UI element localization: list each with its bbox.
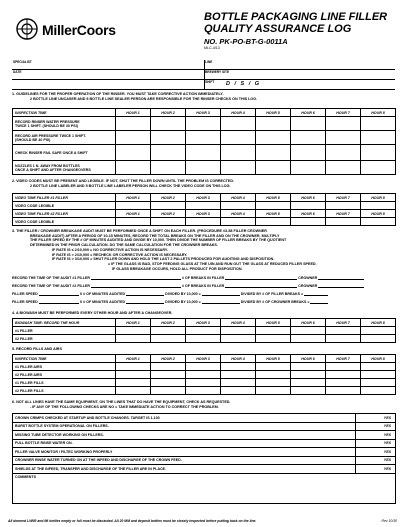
- footer-note: All downed LNNR and Mt bottles empty or full must be discarded. All 20 MM and deposit bottles must be closely inspected before putting back on the line.: [8, 519, 257, 523]
- hour-2-header: HOUR 2: [151, 109, 186, 117]
- filler-breaks-2-field[interactable]: [225, 284, 297, 288]
- filler-breaks-1-field[interactable]: [225, 276, 297, 280]
- yes-checkbox[interactable]: YES: [356, 439, 396, 448]
- specialist-label: SPECIALIST: [13, 60, 32, 64]
- info-row-3: [12, 80, 395, 90]
- filler-speed-2-field[interactable]: [39, 300, 79, 304]
- rinser-row-label: RECORD RINSER WATER PRESSURE TWICE 1 SHIFT. (SHOULD BE 30 PSI): [13, 117, 116, 131]
- yes-checkbox[interactable]: YES: [356, 448, 396, 457]
- crowner-rate-field[interactable]: [310, 300, 328, 304]
- rinser-cell[interactable]: [116, 161, 151, 175]
- date-label: DATE: [13, 70, 22, 74]
- comments-label: COMMENTS: [15, 474, 36, 479]
- logo-mark-icon: [14, 16, 40, 42]
- yes-checkbox[interactable]: YES: [356, 422, 396, 431]
- section5-instructions: 5. RECORD FILLS AND AIRS: [12, 347, 62, 351]
- section2-line-2: 2 BOTTLE LINE LABELER AND 5 BOTTLE LINE LABELER PERSON WILL CHECK THE VIDEO CODE ON THIS LOG.: [30, 183, 231, 188]
- section2-instructions: [12, 179, 395, 189]
- fills-airs-row-label: #2 FILLER AIRS: [13, 371, 116, 379]
- audit-time-2-field[interactable]: [91, 284, 181, 288]
- line-label: LINE: [205, 60, 213, 64]
- crowner-breaks-1-field[interactable]: [318, 276, 364, 280]
- section4-instructions: 4. A BIOWASH MUST BE PERFORMED EVERY OTHER HOUR AND AFTER A CHANGEOVER.: [12, 311, 173, 315]
- biowash-header: BIOWASH TIME: RECORD THE HOUR: [13, 319, 116, 327]
- hour-1-header: HOUR 1: [116, 109, 151, 117]
- hour-8-header: HOUR 8: [361, 109, 396, 117]
- calc-line-2: FILLER SPEED X # OF MINUTES AUDITED DIVIDED BY 10,000 = DIVIDED BY # OF CROWNER BREAKS =: [12, 300, 395, 304]
- minutes-audited-1-field[interactable]: [126, 292, 164, 296]
- shift-options: D / S / G: [226, 81, 261, 87]
- comments-area[interactable]: [13, 473, 396, 503]
- rinser-row-label: NOZZLES 1 N. AWAY FROM BOTTLES ONCE A SHIFT AND AFTER CHANGEOVERS: [13, 161, 116, 175]
- filler-rate-field[interactable]: [304, 292, 328, 296]
- brewery-site-label: BREWERY SITE: [205, 70, 230, 74]
- yes-checkbox[interactable]: YES: [356, 431, 396, 440]
- biowash-table: BIOWASH TIME: RECORD THE HOUR HOUR 1 HOUR 2 HOUR 3 HOUR 4 HOUR 5 HOUR 6 HOUR 7 HOUR 8 #1 FILLER #2 FILLER: [12, 318, 396, 343]
- quotient-1-field[interactable]: [202, 292, 240, 296]
- revision-label: Rev 10/30: [381, 519, 397, 523]
- biowash-row-label: #2 FILLER: [13, 335, 116, 343]
- equipment-check-table: [12, 413, 396, 504]
- rinser-row-label: RECORD AIR PRESSURE TWICE 1 SHIFT. (SHOULD BE 40 PSI): [13, 131, 116, 145]
- title-line-1: BOTTLE PACKAGING LINE FILLER: [204, 11, 388, 23]
- check-row-label: MISSING TUBE DETECTOR WORKING ON FILLERS.: [13, 431, 356, 440]
- rinser-cell[interactable]: [116, 145, 151, 161]
- section6-instructions: 6. NOT ALL LINES HAVE THE SAME EQUIPMENT, ON THE LINES THAT DO HAVE THE EQUIPMENT, CHECK AS REQUESTED. - IF ANY OF THE FOLLOWING CHECKS ARE NO = TAKE IMMEDIATE ACTION TO CORRECT THE PROBLEM.: [12, 400, 231, 409]
- crowner-breaks-2-field[interactable]: [318, 284, 364, 288]
- fills-airs-header: INSPECTION TIME: [13, 355, 116, 363]
- rinser-row-label: CHECK RINSER FAIL SAFE ONCE A SHIFT: [13, 145, 116, 161]
- video-row-label: VIDEO TIME FILLER #1 FILLER: [13, 194, 116, 202]
- yes-checkbox[interactable]: YES: [356, 414, 396, 423]
- section1-instructions: [12, 92, 395, 102]
- yes-checkbox[interactable]: YES: [356, 456, 396, 465]
- quotient-2-field[interactable]: [202, 300, 240, 304]
- hour-5-header: HOUR 5: [256, 109, 291, 117]
- rinser-table: [12, 108, 396, 175]
- audit-line-1: RECORD THE TIME OF THE AUDIT #1 FILLER # OF BREAKS IN FILLER CROWNER: [12, 276, 395, 280]
- section2-line-1: 2. VIDEO CODES MUST BE PRESENT AND LEGIBLE. IF NOT, SHUT THE FILLER DOWN UNTIL THE PROBLEM IS CORRECTED.: [12, 179, 235, 183]
- hour-6-header: HOUR 6: [291, 109, 326, 117]
- shift-label: SHIFT: [205, 80, 215, 84]
- check-row-label: CROWN CRIMPS CHECKED AT STARTUP AND BOTTLE CHANGES. TARGET IS 1.130: [13, 414, 356, 423]
- millercoors-logo: [12, 12, 132, 42]
- fills-airs-row-label: #1 FILLER AIRS: [13, 363, 116, 371]
- check-row-label: FILLER VALVE MONITOR / FILTEC WORKING PROPERLY: [13, 448, 356, 457]
- yes-checkbox[interactable]: YES: [356, 465, 396, 474]
- section1-line-1: 1. GUIDELINES FOR THE PROPER OPERATION OF THE RINSER. YOU MUST TAKE CORRECTIVE ACTION IMMEDIATELY.: [12, 92, 224, 96]
- check-row-label: BURST BOTTLE SYSTEM OPERATIONAL ON FILLERS.: [13, 422, 356, 431]
- video-row-label: VIDEO TIME FILLER #2 FILLER: [13, 210, 116, 218]
- fills-airs-table: INSPECTION TIME HOUR 1 HOUR 2 HOUR 3 HOUR 4 HOUR 5 HOUR 6 HOUR 7 HOUR 8 #1 FILLER AIRS #2 FILLER AIRS #1 FILLER FILLS #2 FILLER FILLS: [12, 354, 396, 395]
- section1-line-2: 2 BOTTLE LINE UNCASER AND 5 BOTTLE LINE SEALER PERSON ARE RESPONSIBLE FOR THE RINSER CHECKS ON THIS LOG.: [30, 96, 258, 101]
- rinser-cell[interactable]: [116, 117, 151, 131]
- mlc-code: MLC-4/13: [204, 46, 220, 50]
- inspection-time-header: INSPECTION TIME: [13, 109, 116, 117]
- rinser-cell[interactable]: [116, 131, 151, 145]
- hour-7-header: HOUR 7: [326, 109, 361, 117]
- video-code-table: VIDEO TIME FILLER #1 FILLER HOUR 1 HOUR 2 HOUR 3 HOUR 4 HOUR 5 HOUR 6 HOUR 7 HOUR 8 VIDEO CODE LEGIBLE VIDEO TIME FILLER #2 FILLER HOUR 1 HOUR 2 HOUR 3 HOUR 4 HOUR 5 HOUR 6 HOUR 7 HOUR 8 VIDEO CODE LEGIBLE: [12, 193, 396, 226]
- filler-speed-1-field[interactable]: [39, 292, 79, 296]
- document-number: NO. PK-PO-BT-G-0011A: [204, 37, 288, 46]
- info-row-2: [12, 70, 395, 80]
- logo-text: MillerCoors: [42, 22, 116, 38]
- audit-line-2: RECORD THE TIME OF THE AUDIT #2 FILLER # OF BREAKS IN FILLER CROWNER: [12, 284, 395, 288]
- hour-3-header: HOUR 3: [186, 109, 221, 117]
- audit-time-1-field[interactable]: [91, 276, 181, 280]
- calc-line-1: FILLER SPEED X # OF MINUTES AUDITED DIVIDED BY 10,000 = DIVIDED BY # OF FILLER BREAKS =: [12, 292, 395, 296]
- form-title: [204, 12, 404, 35]
- check-row-label: FULL BOTTLE RINSE WATER ON.: [13, 439, 356, 448]
- minutes-audited-2-field[interactable]: [126, 300, 164, 304]
- biowash-row-label: #1 FILLER: [13, 327, 116, 335]
- video-row-label: VIDEO CODE LEGIBLE: [13, 202, 116, 210]
- fills-airs-row-label: #2 FILLER FILLS: [13, 387, 116, 395]
- video-row-label: VIDEO CODE LEGIBLE: [13, 218, 116, 226]
- check-row-label: CROWNER RINSE WATER TURNED ON AT THE INFEED AND DISCHARGE OF THE CROWN FEED.: [13, 456, 356, 465]
- section3-instructions: 3. THE FILLER / CROWNER BREAKAGE AUDIT MUST BE PERFORMED ONCE A SHIFT ON EACH FILLER. (PROCEDURE #3-58 FILLER CROWNER BREAKAGE AUDIT) AFTER A PERIOD OF 10-15 MINUTES, RECORD THE TOTAL BREAKS ON THE FILLER AND ON THE CROWNER. MULTIPLY THE FILLER SPEED BY THE # OF MINUTES AUDITED AND DIVIDE BY 10,000. THEN DIVIDE THE NUMBER OF FILLER BREAKS BY THE QUOTIENT DETERMINED IN THE PRIOR CALCULATION. DO THE SAME CALCULATION FOR THE CROWNER BREAKS. IF RATE IS ≤ 2/10,000 = NO CORRECTIVE ACTION IS NECESSARY. IF RATE IS > 2/10,000 = RECHECK OR CORRECTIVE ACTION IS NECESSARY. IF RATE IS > 3/10,000 = SHUT FILLER DOWN AND HOLD THE LAST 2 PALLETS PRODUCED FOR AUDITING AND DISPOSITION. = IF THE GLASS IS BAD, STOP FEEDING GLASS AT THE UIN AND RUN OUT THE GLASS AT REDUCED FILLER SPEED. IF GLASS BREAKAGE OCCURS, HOLD ALL PRODUCT FOR DISPOSITION.: [12, 229, 317, 271]
- fills-airs-row-label: #1 FILLER FILLS: [13, 379, 116, 387]
- title-line-2: QUALITY ASSURANCE LOG: [204, 22, 352, 35]
- hour-4-header: HOUR 4: [221, 109, 256, 117]
- check-row-label: SHIELDS AT THE INFEED, TRANSFER AND DISCHARGE OF THE FILLER ARE IN PLACE.: [13, 465, 356, 474]
